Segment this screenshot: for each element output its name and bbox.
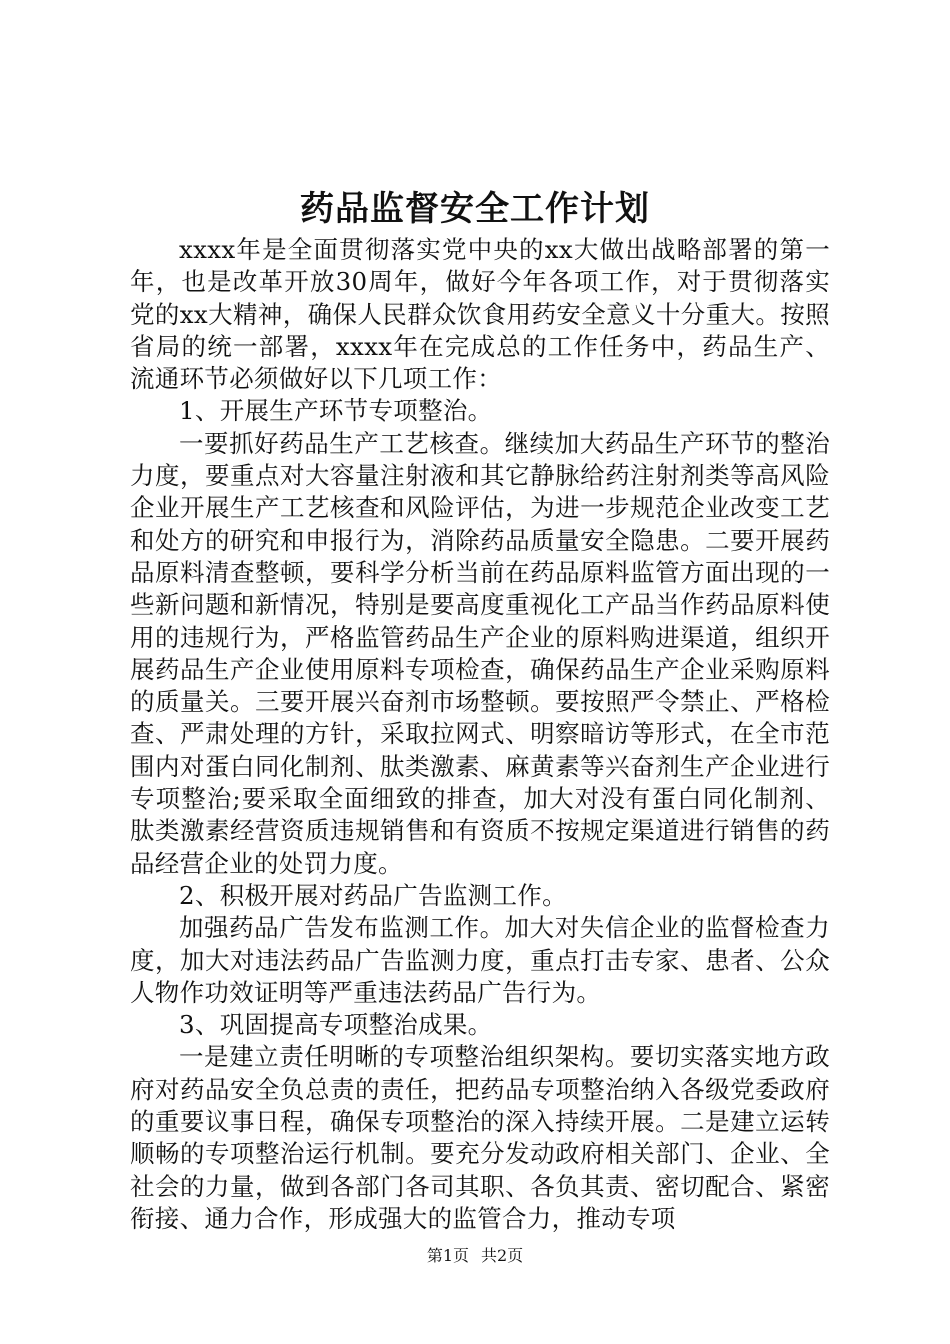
document-title: 药品监督安全工作计划	[300, 189, 650, 229]
page-total: 共2页	[481, 1246, 524, 1265]
document-body	[130, 234, 830, 1235]
page-number: 第1页	[426, 1246, 469, 1265]
paragraph-section-3: 一是建立责任明晰的专项整治组织架构。要切实落实地方政府对药品安全负总责的责任，把药品专项整治纳入各级党委政府的重要议事日程，确保专项整治的深入持续开展。二是建立运转顺畅的专项整治运行机制。要充分发动政府相关部门、企业、全社会的力量，做到各部门各司其职、各负其责、密切配合、紧密衔接、通力合作，形成强大的监管合力，推动专项	[130, 1042, 830, 1233]
paragraph-section-2: 加强药品广告发布监测工作。加大对失信企业的监督检查力度，加大对违法药品广告监测力度，重点打击专家、患者、公众人物作功效证明等严重违法药品广告行为。	[130, 913, 830, 1007]
section-heading-2: 2、积极开展对药品广告监测工作。	[179, 880, 567, 910]
page-footer	[0, 1245, 950, 1267]
paragraph-section-1: 一要抓好药品生产工艺核查。继续加大药品生产环节的整治力度，要重点对大容量注射液和其它静脉给药注射剂类等高风险企业开展生产工艺核查和风险评估，为进一步规范企业改变工艺和处方的研究和申报行为，消除药品质量安全隐患。二要开展药品原料清查整顿，要科学分析当前在药品原料监管方面出现的一些新问题和新情况，特别是要高度重视化工产品当作药品原料使用的违规行为，严格监管药品生产企业的原料购进渠道，组织开展药品生产企业使用原料专项检查，确保药品生产企业采购原料的质量关。三要开展兴奋剂市场整顿。要按照严令禁止、严格检查、严肃处理的方针，采取拉网式、明察暗访等形式，在全市范围内对蛋白同化制剂、肽类激素、麻黄素等兴奋剂生产企业进行专项整治;要采取全面细致的排查，加大对没有蛋白同化制剂、肽类激素经营资质违规销售和有资质不按规定渠道进行销售的药品经营企业的处罚力度。	[130, 428, 830, 878]
paragraph-intro: xxxx年是全面贯彻落实党中央的xx大做出战略部署的第一年，也是改革开放30周年，做好今年各项工作，对于贯彻落实党的xx大精神，确保人民群众饮食用药安全意义十分重大。按照省局的统一部署，xxxx年在完成总的工作任务中，药品生产、流通环节必须做好以下几项工作：	[130, 235, 830, 394]
section-heading-3: 3、巩固提高专项整治成果。	[179, 1010, 493, 1040]
section-heading-1: 1、开展生产环节专项整治。	[179, 396, 493, 426]
